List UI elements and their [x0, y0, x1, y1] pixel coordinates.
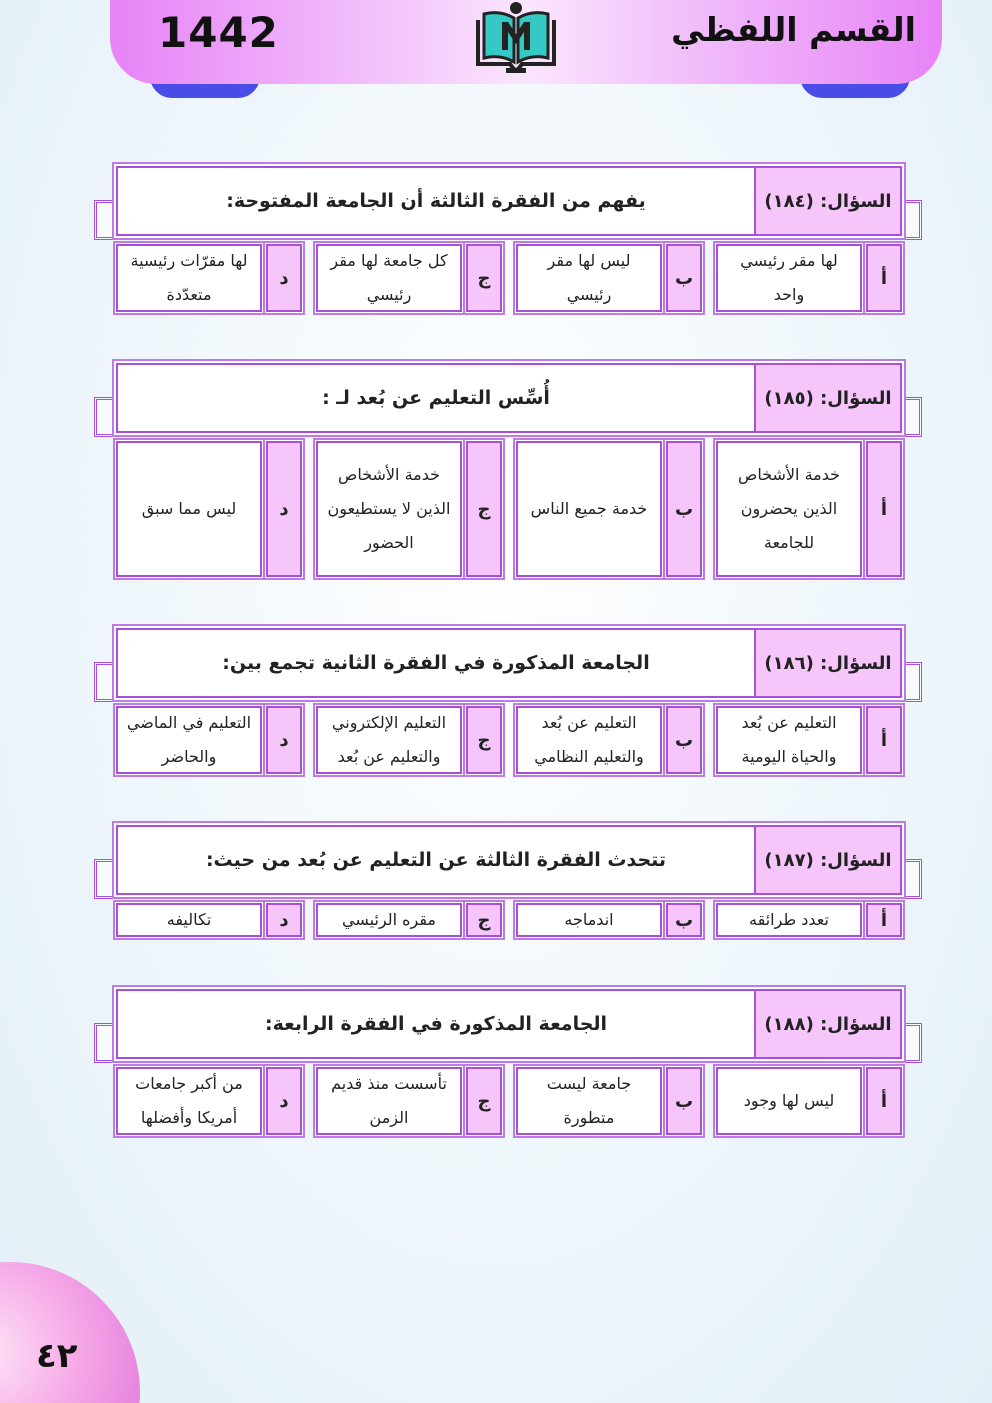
option-letter: ب — [666, 441, 702, 577]
option-text: تعدد طرائقه — [716, 903, 862, 937]
option-text: خدمة جميع الناس — [516, 441, 662, 577]
option-letter: د — [266, 706, 302, 774]
option-text: من أكبر جامعات أمريكا وأفضلها — [116, 1067, 262, 1135]
option-a[interactable] — [716, 441, 902, 577]
option-letter: أ — [866, 706, 902, 774]
option-text: تأسست منذ قديم الزمن — [316, 1067, 462, 1135]
book-logo-icon — [470, 0, 562, 74]
question-header — [116, 363, 902, 433]
option-d[interactable] — [116, 706, 302, 774]
header-year: 1442 — [158, 8, 279, 57]
option-letter: ج — [466, 1067, 502, 1135]
question-number: السؤال: (١٨٤) — [754, 168, 900, 234]
option-letter: ب — [666, 903, 702, 937]
option-b[interactable] — [516, 903, 702, 937]
option-letter: ب — [666, 1067, 702, 1135]
option-text: كل جامعة لها مقر رئيسي — [316, 244, 462, 312]
option-a[interactable] — [716, 244, 902, 312]
page-number: ٤٢ — [36, 1336, 78, 1376]
option-text: تكاليفه — [116, 903, 262, 937]
question-header — [116, 989, 902, 1059]
question-text: تتحدث الفقرة الثالثة عن التعليم عن بُعد من حيث: — [205, 849, 667, 871]
option-letter: أ — [866, 441, 902, 577]
option-text: التعليم عن بُعد والتعليم النظامي — [516, 706, 662, 774]
option-a[interactable] — [716, 1067, 902, 1135]
option-letter: ج — [466, 244, 502, 312]
option-letter: ب — [666, 244, 702, 312]
question-header — [116, 628, 902, 698]
option-b[interactable] — [516, 1067, 702, 1135]
option-text: ليس لها مقر رئيسي — [516, 244, 662, 312]
option-c[interactable] — [316, 903, 502, 937]
question-text: أُسِّس التعليم عن بُعد لـ : — [322, 387, 550, 409]
option-c[interactable] — [316, 244, 502, 312]
option-letter: ج — [466, 441, 502, 577]
question-text: الجامعة المذكورة في الفقرة الثانية تجمع بين: — [222, 652, 650, 674]
question-header — [116, 166, 902, 236]
option-text: لها مقر رئيسي واحد — [716, 244, 862, 312]
option-d[interactable] — [116, 441, 302, 577]
option-d[interactable] — [116, 903, 302, 937]
question-number: السؤال: (١٨٨) — [754, 991, 900, 1057]
option-b[interactable] — [516, 244, 702, 312]
option-text: لها مقرّات رئيسية متعدّدة — [116, 244, 262, 312]
option-d[interactable] — [116, 1067, 302, 1135]
option-text: التعليم الإلكتروني والتعليم عن بُعد — [316, 706, 462, 774]
option-text: التعليم في الماضي والحاضر — [116, 706, 262, 774]
question-number: السؤال: (١٨٥) — [754, 365, 900, 431]
option-text: ليس مما سبق — [116, 441, 262, 577]
option-letter: أ — [866, 903, 902, 937]
option-letter: د — [266, 244, 302, 312]
question-block — [92, 989, 924, 1139]
option-b[interactable] — [516, 441, 702, 577]
option-letter: ب — [666, 706, 702, 774]
question-number: السؤال: (١٨٧) — [754, 827, 900, 893]
option-c[interactable] — [316, 441, 502, 577]
option-letter: د — [266, 903, 302, 937]
option-text: اندماجه — [516, 903, 662, 937]
section-title: القسم اللفظي — [671, 10, 916, 49]
question-text: يفهم من الفقرة الثالثة أن الجامعة المفتوحة: — [226, 190, 646, 212]
option-text: مقره الرئيسي — [316, 903, 462, 937]
answer-options — [116, 441, 902, 577]
answer-options — [116, 1067, 902, 1135]
question-number: السؤال: (١٨٦) — [754, 630, 900, 696]
option-letter: ج — [466, 706, 502, 774]
question-block — [92, 363, 924, 581]
question-header — [116, 825, 902, 895]
option-letter: ج — [466, 903, 502, 937]
option-text: التعليم عن بُعد والحياة اليومية — [716, 706, 862, 774]
option-text: ليس لها وجود — [716, 1067, 862, 1135]
question-block — [92, 166, 924, 316]
question-block — [92, 628, 924, 778]
option-c[interactable] — [316, 706, 502, 774]
option-letter: أ — [866, 244, 902, 312]
answer-options — [116, 244, 902, 312]
page-header — [110, 0, 942, 84]
answer-options — [116, 903, 902, 937]
question-text: الجامعة المذكورة في الفقرة الرابعة: — [264, 1013, 608, 1035]
answer-options — [116, 706, 902, 774]
option-text: جامعة ليست متطورة — [516, 1067, 662, 1135]
option-text: خدمة الأشخاص الذين يحضرون للجامعة — [716, 441, 862, 577]
option-letter: د — [266, 441, 302, 577]
option-a[interactable] — [716, 903, 902, 937]
option-text: خدمة الأشخاص الذين لا يستطيعون الحضور — [316, 441, 462, 577]
question-block — [92, 825, 924, 943]
option-b[interactable] — [516, 706, 702, 774]
option-d[interactable] — [116, 244, 302, 312]
option-letter: أ — [866, 1067, 902, 1135]
option-letter: د — [266, 1067, 302, 1135]
option-a[interactable] — [716, 706, 902, 774]
decorative-bubble — [0, 1262, 140, 1403]
option-c[interactable] — [316, 1067, 502, 1135]
